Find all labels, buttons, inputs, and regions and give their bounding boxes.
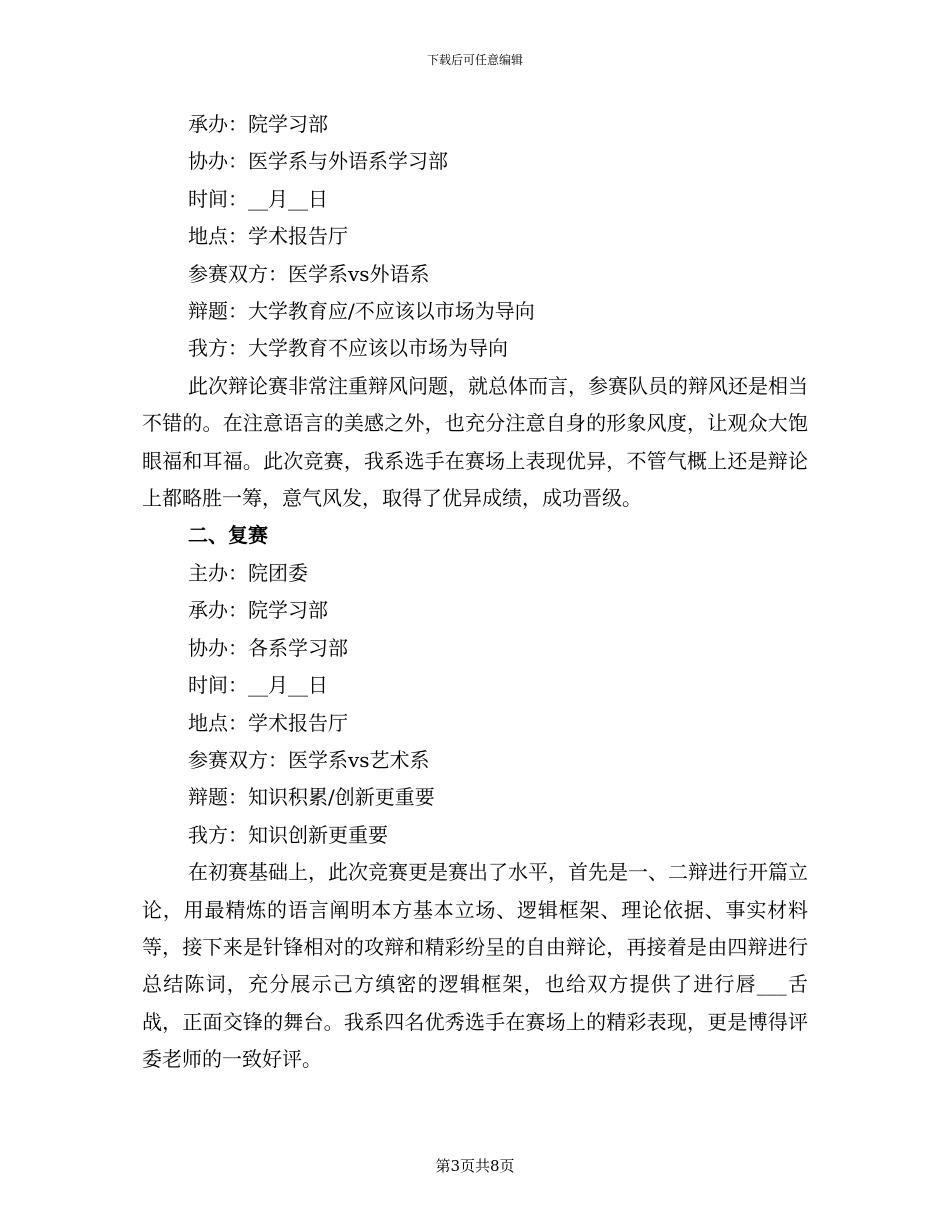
info-line-co-organizer: 协办：医学系与外语系学习部 (188, 149, 448, 174)
paragraph-summary-semifinal: 在初赛基础上，此次竞赛更是赛出了水平，首先是一、二辩进行开篇立论，用最精炼的语言阐明本方基本立场、逻辑框架、理论依据、事实材料等，接下来是针锋相对的攻辩和精彩纷呈的自由辩论，再接着是由四辩进行总结陈词，充分展示己方缜密的逻辑框架，也给双方提供了进行唇___舌战，正面交锋的舞台。我系四名优秀选手在赛场上的精彩表现，更是博得评委老师的一致好评。 (142, 860, 808, 1072)
info-line-venue: 地点：学术报告厅 (188, 224, 348, 249)
info-line-teams: 参赛双方：医学系vs艺术系 (188, 747, 430, 772)
page-header: 下载后可任意编辑 (426, 53, 523, 67)
info-line-our-side: 我方：大学教育不应该以市场为导向 (188, 336, 508, 361)
paragraph-summary-preliminary: 此次辩论赛非常注重辩风问题，就总体而言，参赛队员的辩风还是相当不错的。在注意语言的美感之外，也充分注意自身的形象风度，让观众大饱眼福和耳福。此次竞赛，我系选手在赛场上表现优异，不管气概上还是辩论上都略胜一筹，意气风发，取得了优异成绩，成功晋级。 (142, 373, 808, 511)
info-line-our-side: 我方：知识创新更重要 (188, 822, 388, 847)
section-heading-semifinal: 二、复赛 (188, 523, 268, 548)
page-number: 第3页共8页 (435, 1157, 515, 1175)
info-line-organizer: 承办：院学习部 (188, 598, 328, 623)
info-line-topic: 辩题：大学教育应/不应该以市场为导向 (188, 299, 535, 324)
info-line-venue: 地点：学术报告厅 (188, 710, 348, 735)
info-line-co-organizer: 协办：各系学习部 (188, 635, 348, 660)
info-line-host: 主办：院团委 (188, 560, 308, 585)
info-line-teams: 参赛双方：医学系vs外语系 (188, 261, 430, 286)
info-line-time: 时间：__月__日 (188, 186, 328, 211)
info-line-organizer: 承办：院学习部 (188, 112, 328, 136)
info-line-topic: 辩题：知识积累/创新更重要 (188, 785, 435, 810)
document-body (142, 106, 808, 1079)
info-line-time: 时间：__月__日 (188, 673, 328, 698)
